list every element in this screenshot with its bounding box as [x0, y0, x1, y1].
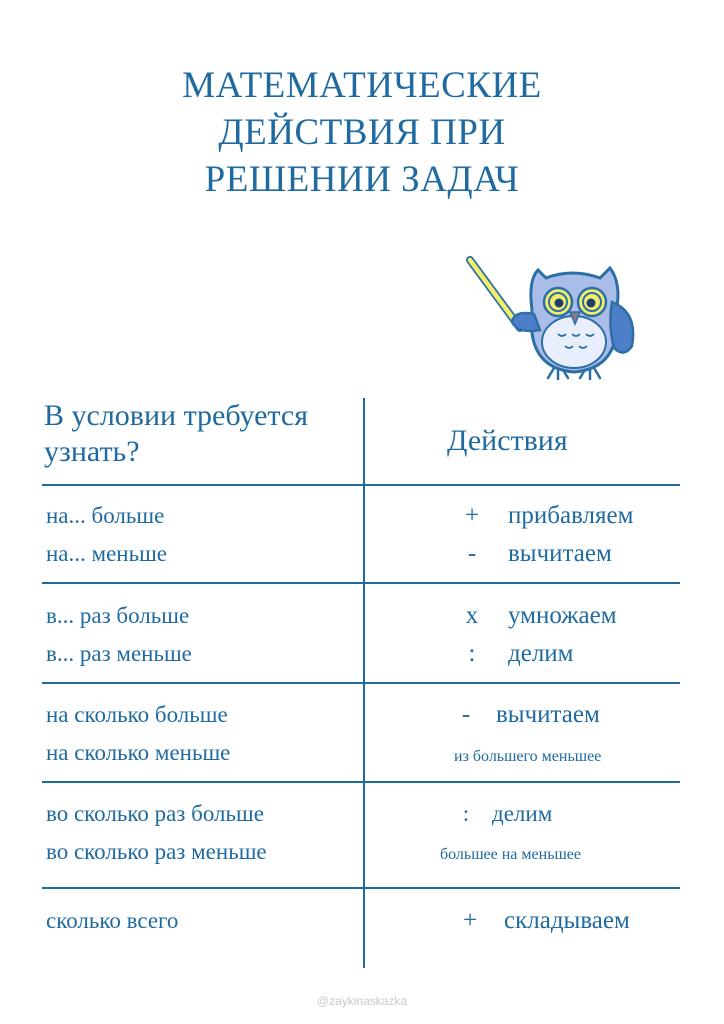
- action-cell: [450, 597, 617, 673]
- action-cell: [444, 795, 552, 833]
- operation-symbol: +: [462, 907, 478, 934]
- action-text: делим: [508, 640, 574, 667]
- action-cell: [444, 696, 600, 734]
- title-line: РЕШЕНИИ ЗАДАЧ: [204, 159, 520, 200]
- condition-cell: [46, 902, 178, 940]
- condition-text: на... больше: [46, 503, 165, 528]
- condition-text: на сколько меньше: [46, 740, 231, 765]
- owl-teacher-with-pointer-icon: [462, 250, 652, 390]
- title-line: МАТЕМАТИЧЕСКИЕ: [182, 65, 542, 106]
- row-divider: [42, 682, 680, 684]
- condition-text: в... раз меньше: [46, 641, 192, 666]
- row-divider: [42, 781, 680, 783]
- condition-text: во сколько раз больше: [46, 801, 264, 826]
- action-text: вычитаем: [508, 540, 612, 567]
- condition-cell: [46, 696, 230, 772]
- action-text: складываем: [504, 907, 630, 934]
- operation-symbol: :: [462, 801, 470, 826]
- operation-symbol: -: [467, 540, 477, 567]
- condition-text: во сколько раз меньше: [46, 839, 267, 864]
- operation-symbol: +: [464, 502, 480, 529]
- condition-text: на... меньше: [46, 541, 167, 566]
- title-line: ДЕЙСТВИЯ ПРИ: [218, 112, 506, 153]
- action-note: из большего меньшее: [454, 748, 602, 765]
- header-condition: [44, 398, 308, 470]
- condition-text: на сколько больше: [46, 702, 228, 727]
- condition-cell: [46, 597, 192, 673]
- action-text: делим: [492, 801, 553, 826]
- condition-text: сколько всего: [46, 908, 179, 933]
- operation-symbol: -: [461, 701, 471, 728]
- action-note: большее на меньшее: [440, 846, 582, 863]
- row-divider: [42, 484, 680, 486]
- condition-cell: [46, 795, 267, 871]
- watermark: @zaykinaskazka: [316, 994, 408, 1008]
- condition-cell: [46, 497, 167, 573]
- action-text: прибавляем: [508, 502, 634, 529]
- header-condition-line: В условии требуется: [44, 399, 308, 432]
- condition-text: в... раз больше: [46, 603, 190, 628]
- action-cell: [450, 497, 633, 573]
- operation-symbol: :: [468, 640, 476, 667]
- row-divider: [42, 582, 680, 584]
- action-cell: [448, 902, 630, 940]
- action-text: вычитаем: [496, 701, 600, 728]
- row-divider: [42, 887, 680, 889]
- header-condition-line: узнать?: [44, 435, 140, 468]
- action-text: умножаем: [508, 602, 617, 629]
- header-actions: Действия: [447, 424, 568, 457]
- page-title: [0, 62, 724, 203]
- operation-symbol: х: [465, 602, 479, 629]
